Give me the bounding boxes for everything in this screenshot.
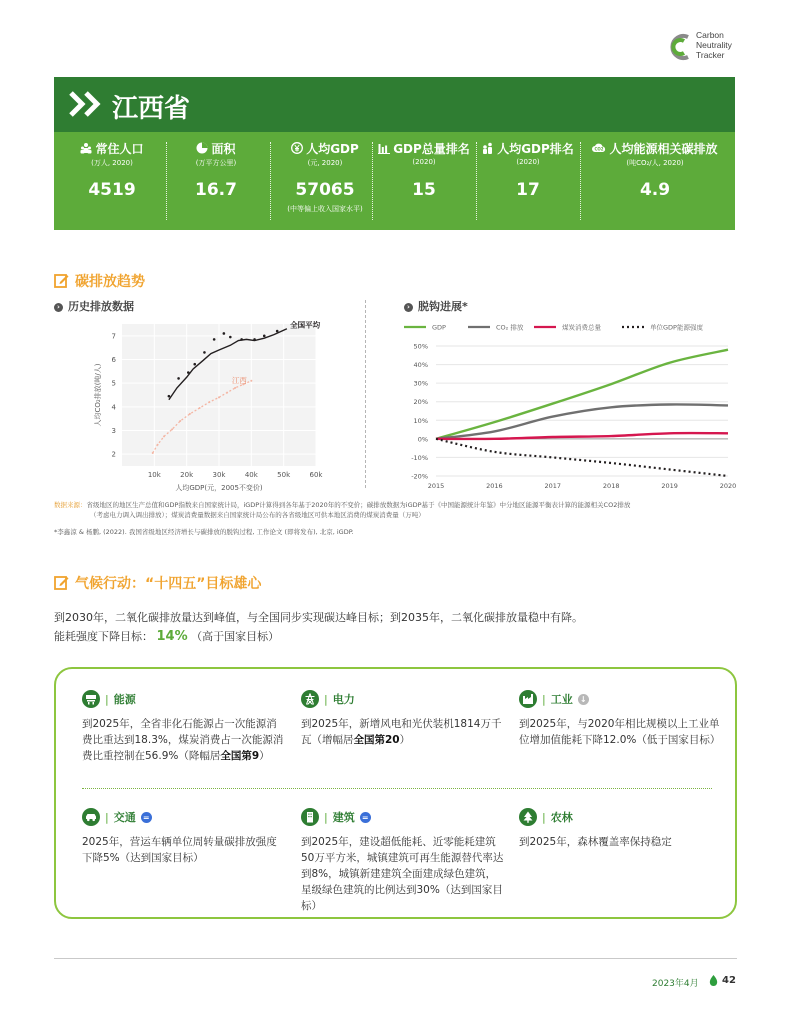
equal-target-icon: = [141, 812, 152, 823]
sector-power-text: 到2025年，新增风电和光伏装机1814万千瓦（增幅居全国第20） [301, 718, 502, 746]
national-scatter-point [253, 338, 256, 341]
building-icon [301, 808, 319, 826]
footer-rule [54, 958, 737, 959]
data-source-note [54, 500, 744, 520]
sector-energy-text: 到2025年，全省非化石能源占一次能源消费比重达到18.3%，煤炭消费占一次能源消费比重控制在56.9%（降幅居全国第9） [82, 718, 284, 762]
y-tick-label: 0% [417, 435, 428, 444]
yuan-icon [291, 142, 303, 154]
jiangxi-point [226, 392, 228, 394]
intensity-target-line [54, 628, 279, 644]
jiangxi-point [189, 413, 191, 415]
stat-gdp-rank [372, 132, 476, 230]
y-tick-label: 3 [111, 427, 116, 435]
national-scatter-point [263, 335, 266, 338]
jiangxi-point [163, 435, 165, 437]
intensity-label: 能耗强度下降目标： [54, 630, 153, 643]
province-title: 江西省 [112, 94, 191, 124]
power-tower-icon [301, 690, 319, 708]
y-tick-label: 50% [413, 342, 428, 351]
legend-label: CO₂ 排放 [496, 323, 524, 332]
y-tick-label: 30% [413, 379, 428, 388]
sector-agriculture-text: 到2025年，森林覆盖率保持稳定 [519, 836, 672, 848]
sector-transport-text: 2025年，营运车辆单位周转量碳排放强度下降5%（达到国家目标） [82, 836, 277, 864]
legend-label: 煤炭消费总量 [562, 323, 601, 332]
chart-divider [365, 300, 366, 488]
sector-building: | 建筑 = 到2025年，建设超低能耗、近零能耗建筑50万平方米，城镇建筑可再生能源替代率达到8%，城镇新建建筑全面建成绿色建筑，星级绿色建筑的比例达到30%（达到国家目标） [301, 806, 506, 914]
jiangxi-point [171, 428, 173, 430]
x-tick-label: 2019 [661, 482, 678, 490]
source-line-1: 省级地区的地区生产总值和GDP指数来自国家统计局，iGDP计算得到各年基于2020年的不变价；碳排放数据为iGDP基于《中国能源统计年鉴》中分地区能源平衡表计算的能源相关CO2排放 [86, 501, 631, 509]
page-number: 42 [722, 975, 736, 986]
logo-line-2: Neutrality [696, 40, 732, 50]
x-axis-label: 人均GDP(元，2005不变价) [175, 484, 263, 492]
edit-icon [54, 273, 69, 288]
sector-name: 建筑 [332, 811, 355, 824]
stat-unit: (元, 2020) [307, 159, 343, 167]
below-target-icon: ↓ [578, 694, 589, 705]
edit-icon [54, 575, 69, 590]
stat-label: 人均GDP排名 [497, 142, 574, 156]
rank-highlight: 全国第20 [353, 734, 400, 746]
intensity-value: 14% [156, 629, 188, 644]
stat-value: 16.7 [195, 180, 237, 200]
people-rank-icon [482, 142, 494, 154]
people-icon [80, 142, 92, 154]
stat-unit: (2020) [516, 158, 540, 166]
sector-transport: | 交通 = 2025年，营运车辆单位周转量碳排放强度下降5%（达到国家目标） [82, 806, 287, 866]
source-label: 数据来源： [54, 501, 87, 509]
reference-footnote: *李鑫涼 & 杨鹏, (2022). 我国省级地区经济增长与碳排放的脱钩过程, 工作论文 (即将发布), 北京, iGDP. [54, 528, 354, 536]
sector-row-divider [82, 788, 712, 789]
co2-cloud-icon [592, 142, 606, 154]
national-scatter-point [223, 332, 226, 335]
y-tick-label: 20% [413, 398, 428, 407]
x-tick-label: 2020 [719, 482, 737, 490]
source-line-2: （考虑电力调入调出排放）；煤炭消费量数据来自国家统计局公布的各省级地区可供本地区消费的煤炭消费量（万吨） [90, 511, 425, 519]
stat-unit: (万人, 2020) [91, 159, 133, 167]
x-tick-label: 40k [244, 471, 258, 479]
energy-icon [82, 690, 100, 708]
stat-unit: (吨CO₂/人, 2020) [626, 159, 684, 167]
sector-industry: | 工业 ↓ 到2025年，与2020年相比规模以上工业单位增加值能耗下降12.0%（低于国家目标） [519, 688, 724, 748]
x-tick-label: 50k [277, 471, 291, 479]
stat-gdp-per-capita [266, 132, 384, 230]
decoupling-heading [404, 298, 468, 314]
y-tick-label: 10% [413, 416, 428, 425]
carbon-neutrality-tracker-logo [668, 30, 768, 64]
jiangxi-point [250, 380, 252, 382]
national-scatter-point [168, 395, 171, 398]
chevron-right-icon: › [404, 303, 413, 312]
history-data-heading [54, 298, 134, 314]
jiangxi-label: 江西 [231, 376, 247, 386]
climate-action-heading [54, 573, 261, 593]
legend-label: 单位GDP能源强度 [650, 323, 703, 332]
national-scatter-point [187, 371, 190, 374]
x-tick-label: 60k [309, 471, 323, 479]
gdp-line [436, 350, 728, 439]
national-scatter-point [276, 330, 279, 333]
decoupling-title: 脱钩进展* [418, 300, 468, 313]
y-tick-label: 40% [413, 361, 428, 370]
y-axis-label: 人均CO₂排放(吨/人) [94, 363, 102, 427]
pie-icon [196, 142, 208, 154]
stat-value: 4.9 [639, 180, 671, 200]
sector-name: 能源 [113, 693, 136, 706]
stat-population [58, 132, 166, 230]
stat-label: GDP总量排名 [393, 142, 470, 156]
logo-line-1: Carbon [696, 30, 724, 40]
sector-power: | 电力 到2025年，新增风电和光伏装机1814万千瓦（增幅居全国第20） [301, 688, 506, 748]
jiangxi-point [234, 387, 236, 389]
x-tick-label: 2015 [427, 482, 445, 490]
historical-emissions-chart [84, 318, 334, 496]
stat-unit: (2020) [412, 158, 436, 166]
national-scatter-point [193, 363, 196, 366]
y-tick-label: 2 [111, 450, 116, 459]
stat-label: 人均能源相关碳排放 [609, 142, 718, 156]
stat-label: 常住人口 [95, 142, 144, 156]
factory-icon [519, 690, 537, 708]
sector-name: 农林 [550, 811, 573, 824]
decoupling-progress-chart [398, 316, 744, 494]
car-icon [82, 808, 100, 826]
jiangxi-point [152, 452, 154, 454]
svg-text:CO2: CO2 [594, 146, 605, 152]
equal-target-icon: = [360, 812, 371, 823]
stat-gdp-per-capita-rank [476, 132, 580, 230]
jiangxi-point [208, 401, 210, 403]
sector-name: 工业 [550, 693, 573, 706]
rank-highlight: 全国第9 [220, 750, 260, 762]
national-scatter-point [213, 338, 216, 341]
y-tick-label: 7 [111, 332, 116, 341]
jiangxi-point [199, 407, 201, 409]
chevron-right-icon: › [54, 303, 63, 312]
sector-name: 交通 [113, 811, 136, 824]
stat-value: 57065 [295, 180, 355, 200]
province-banner [54, 77, 735, 132]
y-tick-label: -10% [411, 453, 428, 462]
logo-line-3: Tracker [696, 50, 725, 60]
stat-unit: (万平方公里) [195, 159, 237, 167]
emission-trend-heading [54, 271, 145, 291]
sector-industry-text: 到2025年，与2020年相比规模以上工业单位增加值能耗下降12.0%（低于国家目标） [519, 718, 721, 746]
x-tick-label: 20k [180, 471, 194, 479]
sector-name: 电力 [332, 693, 355, 706]
stat-label: 面积 [211, 142, 236, 156]
jiangxi-point [179, 420, 181, 422]
bars-icon [378, 142, 390, 154]
stat-per-capita-emissions [580, 132, 730, 230]
national-scatter-point [229, 336, 232, 339]
national-scatter-point [177, 377, 180, 380]
stat-label: 人均GDP [306, 142, 359, 156]
emission-trend-title: 碳排放趋势 [75, 274, 145, 290]
x-tick-label: 10k [147, 471, 161, 479]
stat-note: (中等偏上收入国家水平) [287, 205, 363, 213]
tree-icon [519, 808, 537, 826]
history-data-title: 历史排放数据 [68, 300, 134, 313]
national-scatter-point [240, 338, 243, 341]
y-tick-label: 5 [111, 379, 116, 388]
jiangxi-point [157, 444, 159, 446]
sector-agriculture-forestry: | 农林 到2025年，森林覆盖率保持稳定 [519, 806, 724, 850]
x-tick-label: 2017 [544, 482, 562, 490]
double-chevron-icon [68, 90, 104, 118]
climate-action-title: 气候行动：“十四五”目标雄心 [75, 576, 262, 592]
logo-text [696, 30, 732, 60]
key-stats-panel [54, 132, 735, 230]
sector-building-text: 到2025年，建设超低能耗、近零能耗建筑50万平方米，城镇建筑可再生能源替代率达到8%，城镇新建建筑全面建成绿色建筑，星级绿色建筑的比例达到30%（达到国家目标） [301, 836, 504, 912]
footer-date: 2023年4月 [652, 979, 699, 989]
x-tick-label: 30k [212, 471, 226, 479]
x-tick-label: 2016 [486, 482, 503, 490]
stat-value: 17 [516, 180, 540, 200]
legend-label: GDP [432, 323, 446, 332]
y-tick-label: -20% [411, 472, 428, 481]
sector-energy: | 能源 到2025年，全省非化石能源占一次能源消费比重达到18.3%，煤炭消费占一次能源消费比重控制在56.9%（降幅居全国第9） [82, 688, 287, 764]
stat-value: 15 [412, 180, 436, 200]
national-average-label: 全国平均 [290, 320, 321, 330]
intensity-note: （高于国家目标） [191, 630, 280, 643]
jiangxi-point [218, 396, 220, 398]
y-tick-label: 6 [111, 356, 116, 364]
y-tick-label: 4 [111, 403, 116, 412]
leaf-icon [709, 975, 718, 987]
stat-area [162, 132, 270, 230]
x-tick-label: 2018 [602, 482, 620, 490]
peak-goal-text: 到2030年，二氧化碳排放量达到峰值，与全国同步实现碳达峰目标；到2035年，二氧化碳排放量稳中有降。 [54, 611, 583, 624]
national-scatter-point [203, 351, 206, 354]
logo-c-icon [668, 32, 692, 62]
stat-value: 4519 [88, 180, 136, 200]
